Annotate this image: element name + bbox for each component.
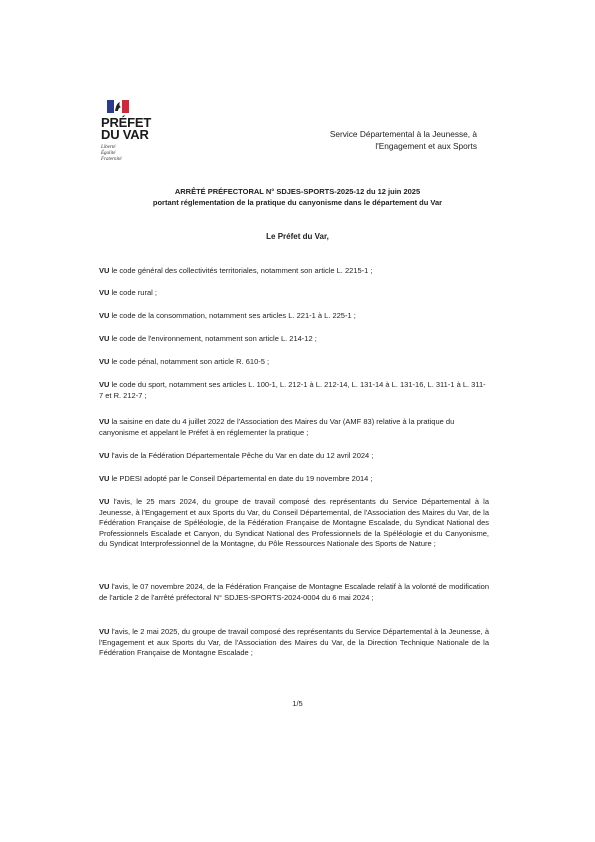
visa-text: le PDESI adopté par le Conseil Départemental en date du 19 novembre 2014 ; [109,474,373,483]
motto-liberte: Liberté [101,145,116,150]
document-title [0,186,595,208]
title-line2: portant réglementation de la pratique du canyonisme dans le département du Var [152,198,443,207]
visa-text: l'avis, le 07 novembre 2024, de la Fédération Française de Montagne Escalade relatif à la volonté de modification de l'article 2 de l'arrêté préfectoral N° SDJES-SPORTS-2024-0004 du 6 mai 2024 ; [99,582,489,602]
visa-paragraph [99,311,489,322]
visa-vu: VU [99,417,110,426]
visa-vu: VU [99,627,110,636]
visa-vu: VU [99,288,110,297]
visa-paragraph [99,266,489,277]
visa-paragraph [99,288,489,299]
service-line2: l'Engagement et aux Sports [375,141,477,151]
visa-paragraph [99,357,489,368]
visa-vu: VU [99,311,110,320]
prefet-heading: Le Préfet du Var, [266,232,329,241]
visa-paragraph [99,497,489,550]
visa-vu: VU [99,357,110,366]
visa-vu: VU [99,451,110,460]
visa-paragraph [99,627,489,659]
prefet-logo [101,100,161,163]
visa-paragraph [99,474,489,485]
visa-text: l'avis, le 25 mars 2024, du groupe de travail composé des représentants du Service Départemental à la Jeunesse, à l'Engagement et aux Sports du Var, du Conseil Départemental, de l'Association des Maires du Var, de la Fédération Française de Spéléologie, de la Fédération Française de Montagne Escalade, du Syndicat National des Professionnels Escalade et Canyon, du Syndicat National des Professionnels de la Spéléologie et du Canyonisme, du Syndicat Interprofessionnel de la Montagne, du Pôle Ressources Nationale des Sports de Nature ; [99,497,489,548]
visa-text: le code général des collectivités territoriales, notamment son article L. 2215-1 ; [109,266,373,275]
visa-vu: VU [99,497,110,506]
visa-vu: VU [99,474,110,483]
republic-motto [101,145,161,163]
visa-text: l'avis, le 2 mai 2025, du groupe de travail composé des représentants du Service Départemental à la Jeunesse, à l'Engagement et aux Sports du Var, de l'Association des Maires du Var, de la Direction Technique Nationale de la Fédération Française de Montagne Escalade ; [99,627,489,657]
visa-text: le code de la consommation, notamment ses articles L. 221-1 à L. 225-1 ; [109,311,356,320]
visa-text: l'avis de la Fédération Départementale Pêche du Var en date du 12 avril 2024 ; [109,451,374,460]
logo-name-line1: PRÉFET [101,115,152,130]
visa-text: le code du sport, notamment ses articles L. 100-1, L. 212-1 à L. 212-14, L. 131-14 à L. 131-16, L. 311-1 à L. 311-7 et R. 212-7 ; [99,380,486,400]
page-number: 1/5 [292,699,303,708]
service-line1: Service Départemental à la Jeunesse, à [329,129,477,139]
visa-vu: VU [99,582,110,591]
visa-text: la saisine en date du 4 juillet 2022 de l'Association des Maires du Var (AMF 83) relative à la pratique du canyonisme et appelant le Préfet à en réglementer la pratique ; [99,417,455,437]
logo-name [101,117,161,141]
visa-text: le code pénal, notamment son article R. 610-5 ; [109,357,270,366]
logo-name-line2: DU VAR [101,127,149,142]
motto-fraternite: Fraternité [101,157,122,162]
visa-paragraph [99,582,489,603]
visa-text: le code de l'environnement, notamment son article L. 214-12 ; [109,334,317,343]
motto-egalite: Égalité [101,151,116,156]
title-line1: ARRÊTÉ PRÉFECTORAL N° SDJES-SPORTS-2025-12 du 12 juin 2025 [174,187,421,196]
visa-vu: VU [99,380,110,389]
marianne-icon [107,100,129,113]
visa-paragraph [99,334,489,345]
service-name [330,128,477,152]
visa-text: le code rural ; [109,288,157,297]
visa-paragraph [99,451,489,462]
visa-paragraph [99,417,489,438]
visa-vu: VU [99,266,110,275]
visa-vu: VU [99,334,110,343]
visa-paragraph [99,380,489,401]
